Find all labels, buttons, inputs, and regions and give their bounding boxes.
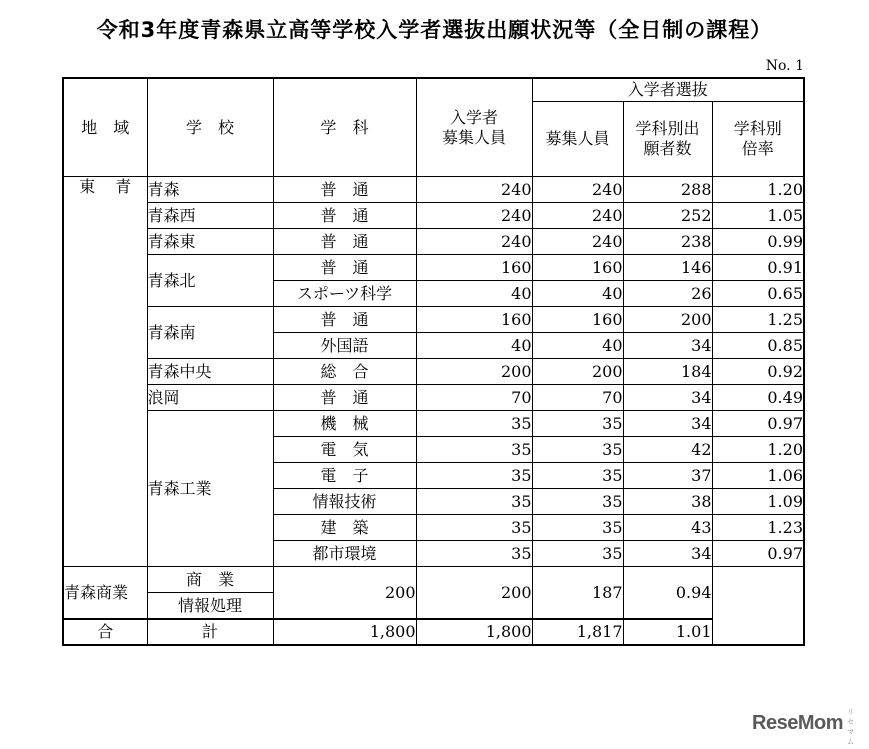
applicants-cell: 146 (623, 255, 712, 281)
department-cell: 普 通 (273, 229, 416, 255)
table-row (63, 567, 804, 593)
selection-capacity-cell: 35 (532, 411, 623, 437)
total-label-b: 計 (147, 619, 273, 645)
department-cell: 機 械 (273, 411, 416, 437)
ratio-cell: 1.06 (712, 463, 804, 489)
selection-capacity-cell: 40 (532, 281, 623, 307)
selection-capacity-cell: 70 (532, 385, 623, 411)
department-cell: 都市環境 (273, 541, 416, 567)
applicants-cell: 43 (623, 515, 712, 541)
ratio-cell: 0.92 (712, 359, 804, 385)
school-cell: 青森商業 (63, 567, 147, 620)
applicants-cell: 34 (623, 385, 712, 411)
capacity-cell: 35 (416, 411, 532, 437)
capacity-cell: 40 (416, 333, 532, 359)
applicants-cell: 200 (623, 307, 712, 333)
applicants-header: 学科別出 願者数 (623, 102, 712, 177)
table-row (63, 177, 804, 203)
logo-text: ReseMom (752, 712, 843, 734)
total-applicants: 1,817 (532, 619, 623, 645)
capacity-cell: 35 (416, 463, 532, 489)
department-cell: 普 通 (273, 203, 416, 229)
department-header: 学 科 (273, 78, 416, 177)
applicants-cell: 288 (623, 177, 712, 203)
capacity-cell: 160 (416, 255, 532, 281)
page-title: 令和3年度青森県立高等学校入学者選抜出願状況等（全日制の課程） (96, 18, 773, 42)
applicants-cell: 184 (623, 359, 712, 385)
school-cell: 青森南 (147, 307, 273, 359)
admission-capacity-header: 入学者 募集人員 (416, 78, 532, 177)
department-cell: 普 通 (273, 307, 416, 333)
applicants-cell: 252 (623, 203, 712, 229)
applications-table (62, 77, 805, 646)
ratio-cell: 1.25 (712, 307, 804, 333)
ratio-header: 学科別 倍率 (712, 102, 804, 177)
school-cell: 青森 (147, 177, 273, 203)
ratio-cell: 0.99 (712, 229, 804, 255)
department-cell: 電 子 (273, 463, 416, 489)
department-cell: 電 気 (273, 437, 416, 463)
capacity-cell: 240 (416, 229, 532, 255)
table-row (63, 255, 804, 281)
table-row (63, 411, 804, 437)
school-header: 学 校 (147, 78, 273, 177)
total-row (63, 619, 804, 645)
department-cell: 普 通 (273, 385, 416, 411)
capacity-cell: 35 (416, 437, 532, 463)
ratio-cell: 0.65 (712, 281, 804, 307)
header-row (63, 78, 804, 102)
school-cell: 青森中央 (147, 359, 273, 385)
page-number: No. 1 (765, 58, 804, 74)
total-selection-capacity: 1,800 (416, 619, 532, 645)
selection-capacity-cell: 35 (532, 437, 623, 463)
capacity-cell: 240 (416, 177, 532, 203)
selection-capacity-cell: 35 (532, 541, 623, 567)
ratio-cell: 0.49 (712, 385, 804, 411)
capacity-cell: 40 (416, 281, 532, 307)
selection-capacity-cell: 240 (532, 203, 623, 229)
table-row (63, 203, 804, 229)
total-label-a: 合 (63, 619, 147, 645)
applicants-cell: 238 (623, 229, 712, 255)
capacity-cell: 35 (416, 541, 532, 567)
selection-capacity-cell: 200 (416, 567, 532, 620)
department-cell: 外国語 (273, 333, 416, 359)
department-cell: 商 業 (147, 567, 273, 593)
capacity-cell: 70 (416, 385, 532, 411)
applicants-cell: 38 (623, 489, 712, 515)
applicants-cell: 34 (623, 411, 712, 437)
applicants-cell: 37 (623, 463, 712, 489)
resemom-logo (752, 709, 854, 746)
applicants-cell: 187 (532, 567, 623, 620)
region-header: 地 域 (63, 78, 147, 177)
total-capacity: 1,800 (273, 619, 416, 645)
ratio-cell: 1.05 (712, 203, 804, 229)
ratio-cell: 1.20 (712, 177, 804, 203)
total-ratio: 1.01 (623, 619, 712, 645)
ratio-cell: 1.09 (712, 489, 804, 515)
department-cell: 情報技術 (273, 489, 416, 515)
ratio-cell: 1.23 (712, 515, 804, 541)
ratio-cell: 0.97 (712, 541, 804, 567)
ratio-cell: 0.91 (712, 255, 804, 281)
capacity-cell: 35 (416, 489, 532, 515)
department-cell: スポーツ科学 (273, 281, 416, 307)
logo-subtext: リセマム (847, 709, 854, 746)
ratio-cell: 0.85 (712, 333, 804, 359)
selection-capacity-cell: 160 (532, 255, 623, 281)
selection-capacity-cell: 240 (532, 229, 623, 255)
table-row (63, 229, 804, 255)
region-label-a: 東 (79, 177, 96, 196)
capacity-cell: 160 (416, 307, 532, 333)
department-cell: 普 通 (273, 177, 416, 203)
department-cell: 普 通 (273, 255, 416, 281)
selection-capacity-cell: 40 (532, 333, 623, 359)
region-label-b: 青 (115, 177, 132, 196)
ratio-cell: 1.20 (712, 437, 804, 463)
applicants-cell: 34 (623, 333, 712, 359)
selection-capacity-cell: 35 (532, 515, 623, 541)
capacity-cell: 200 (273, 567, 416, 620)
capacity-cell: 240 (416, 203, 532, 229)
table-row (63, 385, 804, 411)
school-cell: 浪岡 (147, 385, 273, 411)
school-cell: 青森北 (147, 255, 273, 307)
table-row (63, 359, 804, 385)
school-cell: 青森工業 (147, 411, 273, 567)
selection-capacity-cell: 35 (532, 463, 623, 489)
ratio-cell: 0.97 (712, 411, 804, 437)
school-cell: 青森東 (147, 229, 273, 255)
school-cell: 青森西 (147, 203, 273, 229)
department-cell: 情報処理 (147, 593, 273, 620)
selection-capacity-cell: 200 (532, 359, 623, 385)
capacity-cell: 35 (416, 515, 532, 541)
selection-capacity-cell: 240 (532, 177, 623, 203)
table-row (63, 307, 804, 333)
department-cell: 総 合 (273, 359, 416, 385)
applicants-cell: 26 (623, 281, 712, 307)
selection-capacity-cell: 160 (532, 307, 623, 333)
ratio-cell: 0.94 (623, 567, 712, 620)
applicants-cell: 42 (623, 437, 712, 463)
region-cell (63, 177, 147, 567)
selection-capacity-cell: 35 (532, 489, 623, 515)
applicants-cell: 34 (623, 541, 712, 567)
capacity-cell: 200 (416, 359, 532, 385)
capacity-header: 募集人員 (532, 102, 623, 177)
department-cell: 建 築 (273, 515, 416, 541)
selection-group-header: 入学者選抜 (532, 78, 804, 102)
